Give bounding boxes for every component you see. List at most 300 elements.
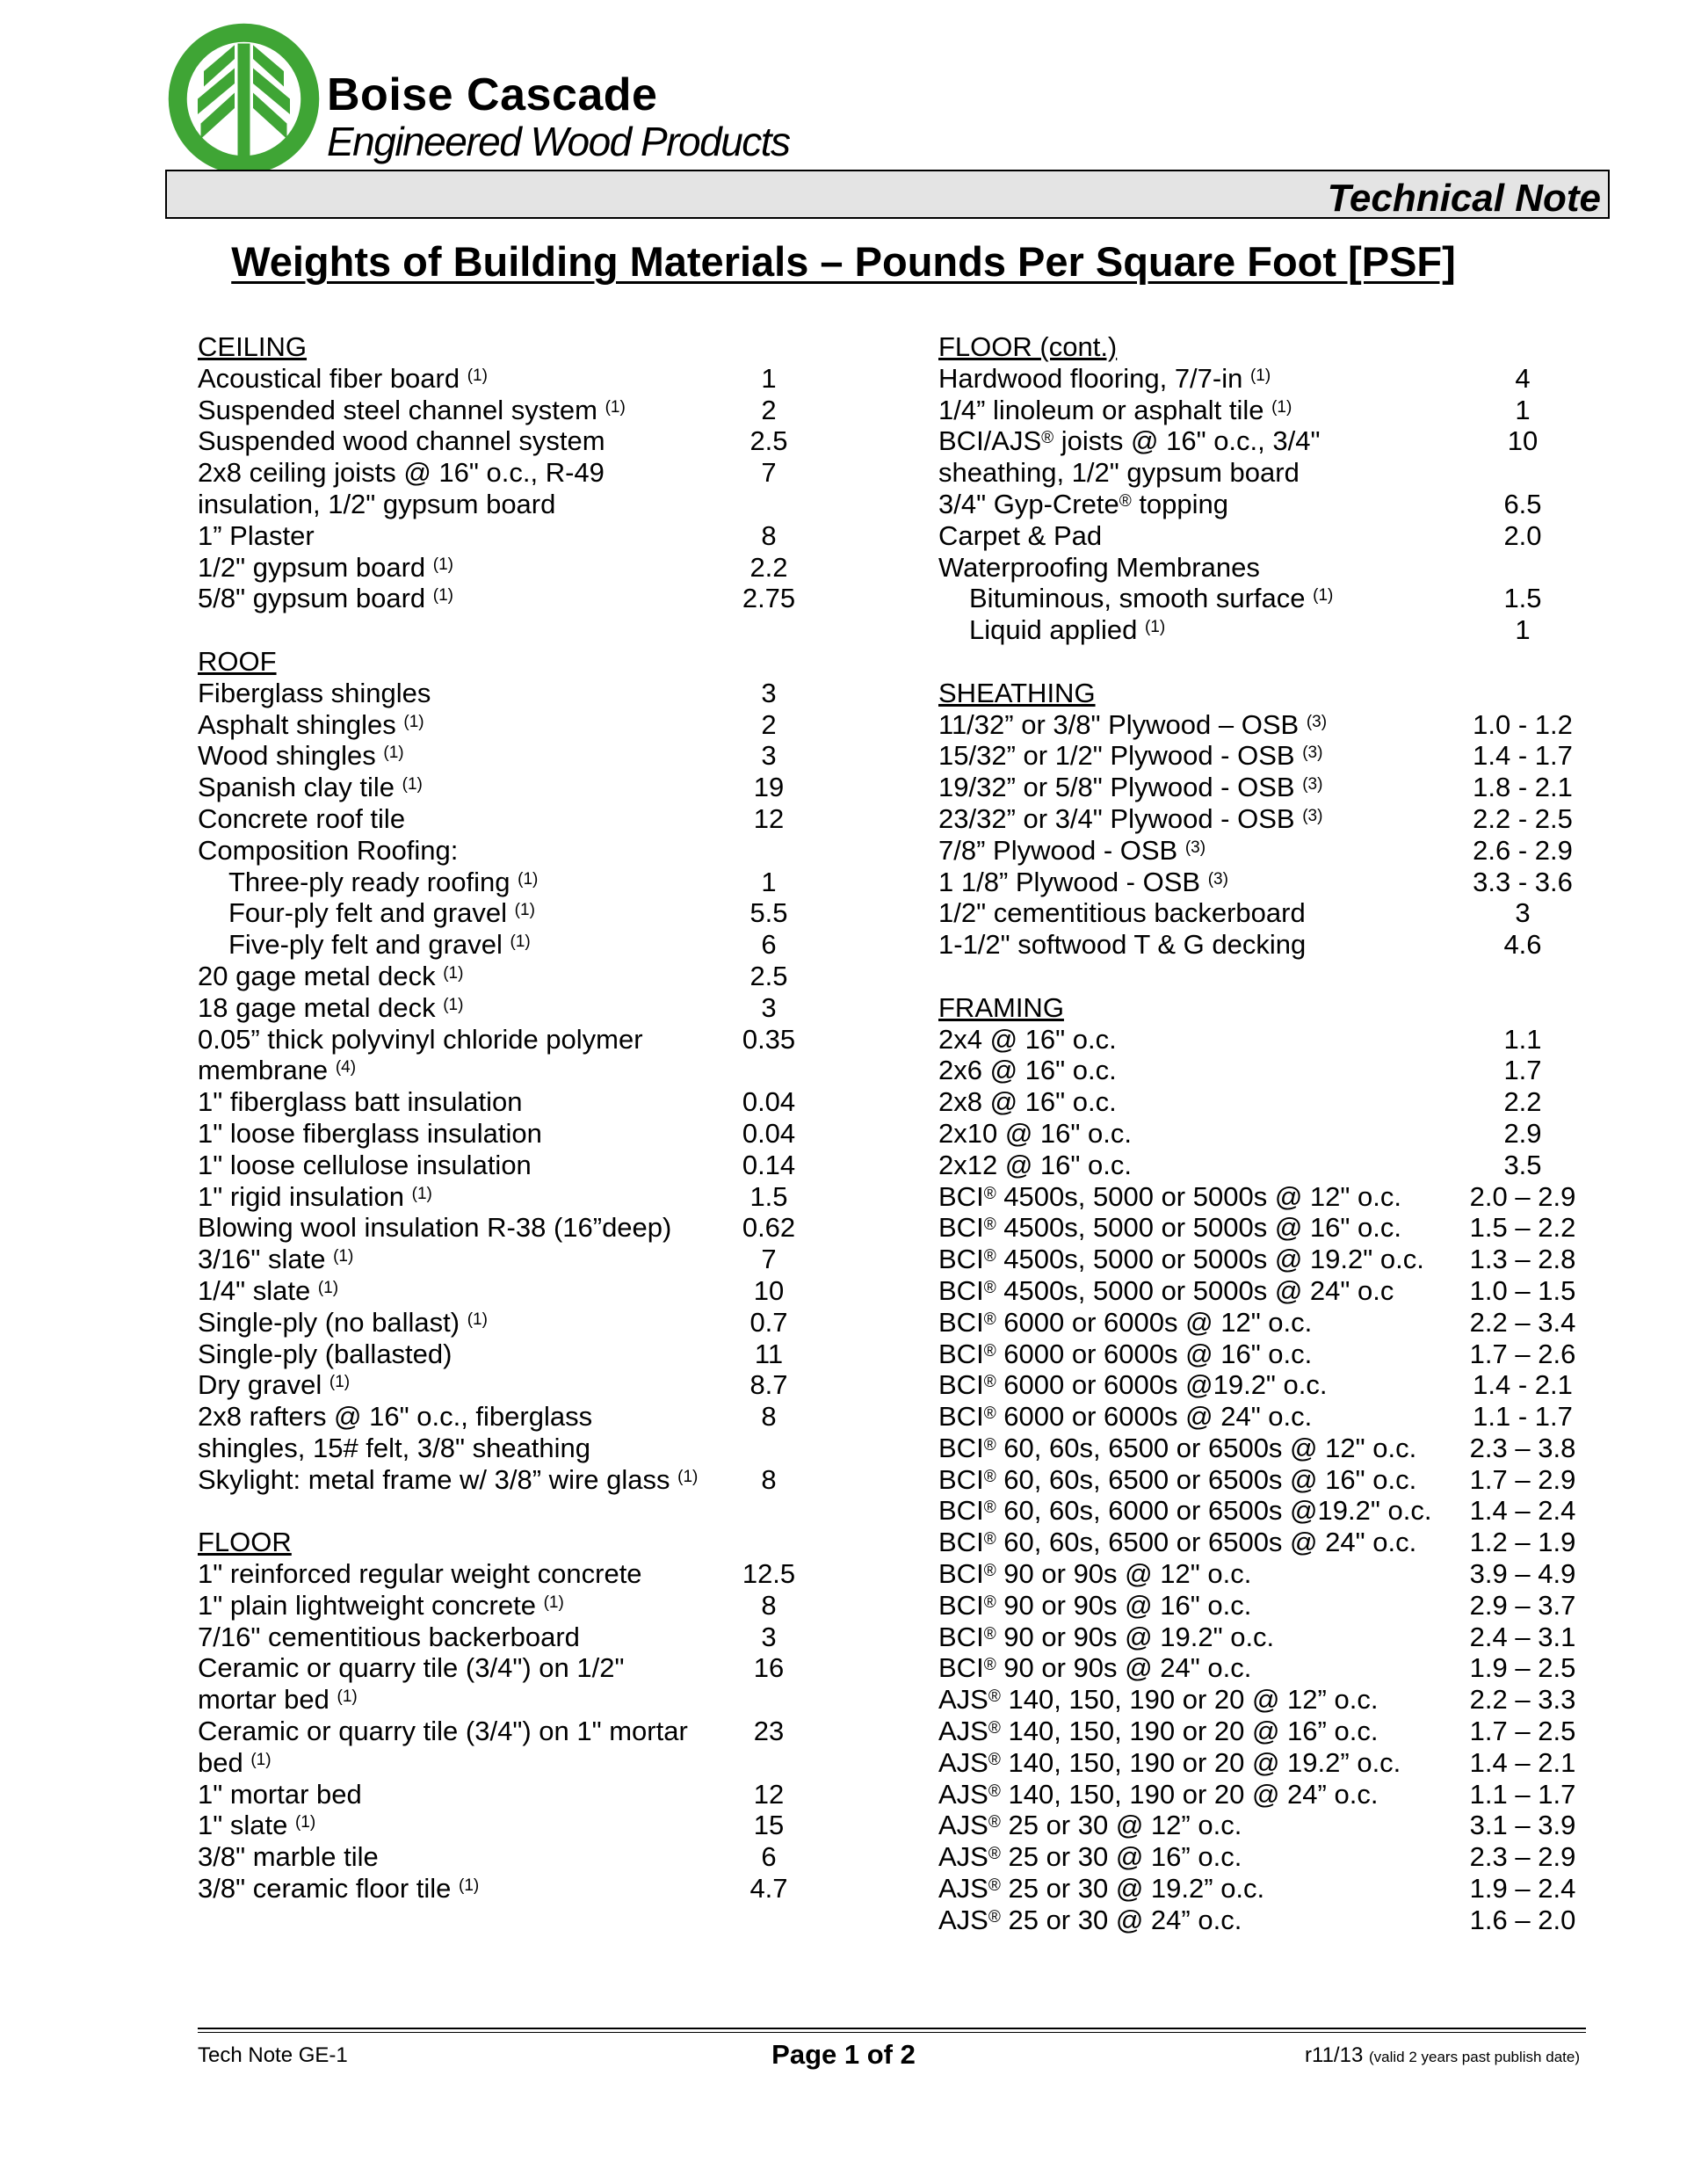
material-label: Dry gravel — [198, 1369, 322, 1401]
registered-mark: ® — [983, 1247, 996, 1266]
material-row — [938, 1558, 1606, 1590]
weight-value: 2.3 – 2.9 — [1469, 1841, 1576, 1873]
material-name — [198, 929, 716, 961]
material-label: Fiberglass shingles — [198, 677, 431, 708]
material-label-cont: 6000 or 6000s @19.2" o.c. — [996, 1369, 1328, 1401]
weight-value: 23 — [753, 1716, 785, 1747]
footnote-marker: (1) — [443, 995, 464, 1014]
material-label: AJS — [938, 1810, 988, 1841]
material-row — [938, 803, 1606, 835]
material-label: BCI — [938, 1432, 984, 1463]
material-row — [938, 1244, 1606, 1275]
material-label: 5/8" gypsum board — [198, 583, 426, 614]
weight-value: 1.7 – 2.9 — [1469, 1463, 1576, 1495]
material-label: Ceramic or quarry tile (3/4") on 1/2" — [198, 1652, 625, 1684]
material-name — [198, 1181, 716, 1213]
material-label-cont: joists @ 16" o.c., 3/4" — [1053, 425, 1321, 457]
material-label: BCI — [938, 1306, 984, 1338]
material-label: Single-ply (no ballast) — [198, 1306, 460, 1338]
material-name — [198, 363, 716, 395]
weight-value: 2 — [761, 394, 777, 425]
material-name — [938, 363, 1457, 395]
material-row — [198, 1275, 848, 1307]
weight-value: 4 — [1515, 362, 1531, 394]
footnote-marker: (1) — [403, 712, 424, 731]
weight-value: 1.5 — [1503, 583, 1542, 614]
material-name — [938, 1024, 1457, 1056]
material-name — [938, 552, 1457, 584]
material-label-cont: 90 or 90s @ 19.2" o.c. — [996, 1621, 1275, 1652]
material-label: Concrete roof tile — [198, 802, 406, 834]
material-row — [938, 1369, 1606, 1401]
weight-value: 1.8 - 2.1 — [1473, 772, 1573, 803]
material-label: BCI — [938, 1401, 984, 1433]
doc-id: Tech Note GE-1 — [198, 2043, 348, 2067]
weight-value — [1466, 552, 1580, 584]
material-label: BCI — [938, 1463, 984, 1495]
material-row — [198, 1212, 848, 1244]
material-row — [938, 835, 1606, 867]
material-row — [198, 552, 848, 584]
material-name — [198, 425, 716, 457]
weight-value: 1.0 - 1.2 — [1473, 708, 1573, 740]
weight-value: 3 — [761, 740, 777, 772]
material-row — [938, 709, 1606, 741]
material-name — [938, 1684, 1457, 1716]
material-label: 1/4” linoleum or asphalt tile — [938, 394, 1264, 425]
weight-value: 0.62 — [742, 1212, 796, 1244]
weight-value: 7 — [761, 1244, 777, 1275]
weight-value: 10 — [753, 1274, 785, 1306]
weight-value: 6.5 — [1503, 488, 1542, 519]
weight-value: 1.7 – 2.6 — [1469, 1338, 1576, 1369]
material-row — [198, 867, 848, 898]
material-row — [198, 1055, 848, 1086]
material-label: mortar bed — [198, 1684, 329, 1716]
material-row — [938, 1590, 1606, 1622]
material-label-cont: 6000 or 6000s @ 24" o.c. — [996, 1401, 1313, 1433]
material-row — [198, 678, 848, 709]
material-row — [198, 1590, 848, 1622]
registered-mark: ® — [983, 1530, 996, 1549]
material-name — [938, 835, 1457, 867]
material-label: 3/4" Gyp-Crete — [938, 488, 1119, 519]
material-row — [938, 1810, 1606, 1841]
material-label-cont: 140, 150, 190 or 20 @ 12” o.c. — [1000, 1684, 1379, 1716]
section-heading: FRAMING — [938, 991, 1064, 1023]
material-name — [938, 1622, 1457, 1653]
material-row — [938, 1307, 1606, 1339]
footnote-marker: (1) — [1271, 397, 1292, 417]
material-label: 2x4 @ 16" o.c. — [938, 1023, 1117, 1055]
revision: r11/13 — [1305, 2043, 1364, 2067]
weight-value: 0.7 — [749, 1306, 788, 1338]
material-label-cont: 6000 or 6000s @ 16" o.c. — [996, 1338, 1313, 1369]
material-row — [198, 1558, 848, 1590]
footnote-marker: (1) — [459, 1876, 480, 1896]
material-name — [198, 1716, 716, 1747]
weight-value: 15 — [753, 1810, 785, 1841]
material-name — [938, 897, 1457, 929]
material-name — [938, 583, 1457, 614]
weight-value: 3.1 – 3.9 — [1469, 1810, 1576, 1841]
material-row — [938, 1652, 1606, 1684]
material-label: 2x6 @ 16" o.c. — [938, 1055, 1117, 1086]
registered-mark: ® — [988, 1813, 1001, 1832]
material-row — [198, 772, 848, 803]
material-name — [938, 425, 1457, 457]
registered-mark: ® — [988, 1687, 1001, 1707]
weight-value: 1.1 — [1503, 1023, 1542, 1055]
material-row — [938, 1464, 1606, 1496]
material-row — [198, 1118, 848, 1150]
weight-value: 16 — [753, 1652, 785, 1684]
material-name — [198, 1024, 716, 1056]
material-row — [198, 1622, 848, 1653]
technical-note-banner — [165, 170, 1610, 219]
material-label-cont: 4500s, 5000 or 5000s @ 19.2" o.c. — [996, 1244, 1424, 1275]
material-label-cont: 60, 60s, 6500 or 6500s @ 24" o.c. — [996, 1527, 1417, 1558]
material-label: Four-ply felt and gravel — [228, 897, 508, 929]
registered-mark: ® — [988, 1750, 1001, 1769]
material-name — [198, 1684, 716, 1716]
material-row — [198, 1716, 848, 1747]
material-label: shingles, 15# felt, 3/8" sheathing — [198, 1432, 591, 1463]
material-row — [938, 457, 1606, 489]
material-label: Waterproofing Membranes — [938, 551, 1260, 583]
material-label: BCI — [938, 1621, 984, 1652]
weight-value: 0.04 — [742, 1086, 796, 1118]
footnote-marker: (1) — [1313, 586, 1334, 606]
footnote-marker: (1) — [337, 1687, 358, 1707]
material-name — [938, 1527, 1457, 1558]
registered-mark: ® — [983, 1404, 996, 1424]
registered-mark: ® — [1119, 491, 1132, 511]
material-row — [938, 1433, 1606, 1464]
material-row — [938, 772, 1606, 803]
section-heading: SHEATHING — [938, 677, 1096, 708]
weight-value: 2 — [761, 708, 777, 740]
left-column — [198, 331, 848, 1905]
material-label: BCI — [938, 1589, 984, 1621]
weight-value: 3.3 - 3.6 — [1473, 866, 1573, 897]
footnote-marker: (1) — [510, 932, 531, 952]
material-name — [938, 1244, 1457, 1275]
material-label-cont: 25 or 30 @ 12” o.c. — [1000, 1810, 1242, 1841]
footnote-marker: (1) — [677, 1467, 699, 1486]
material-name — [938, 1747, 1457, 1779]
material-name — [198, 1118, 716, 1150]
material-name — [938, 614, 1457, 646]
material-row — [938, 867, 1606, 898]
material-row — [198, 1652, 848, 1684]
section-heading: ROOF — [198, 645, 277, 677]
material-label: 3/8" ceramic floor tile — [198, 1873, 452, 1905]
material-row — [198, 961, 848, 992]
material-row — [198, 520, 848, 552]
footnote-marker: (1) — [514, 901, 535, 920]
material-label: Blowing wool insulation R-38 (16”deep) — [198, 1212, 672, 1244]
weight-value: 2.9 — [1503, 1117, 1542, 1149]
material-label: Single-ply (ballasted) — [198, 1338, 453, 1369]
material-label: BCI — [938, 1527, 984, 1558]
weight-value: 6 — [761, 1841, 777, 1873]
footnote-marker: (1) — [294, 1813, 316, 1832]
weight-value: 1.9 – 2.5 — [1469, 1652, 1576, 1684]
material-row — [198, 992, 848, 1024]
registered-mark: ® — [983, 1310, 996, 1329]
material-label-cont: 60, 60s, 6000 or 6500s @19.2" o.c. — [996, 1495, 1432, 1527]
material-label: 1" reinforced regular weight concrete — [198, 1558, 642, 1590]
material-label: insulation, 1/2" gypsum board — [198, 488, 556, 519]
material-label: 1-1/2" softwood T & G decking — [938, 929, 1307, 961]
material-label: Five-ply felt and gravel — [228, 929, 503, 961]
weight-value: 1.5 – 2.2 — [1469, 1212, 1576, 1244]
weight-value: 1 — [761, 866, 777, 897]
material-name — [938, 1150, 1457, 1181]
weight-value: 3 — [761, 1621, 777, 1652]
material-row — [198, 1181, 848, 1213]
weight-value — [1466, 457, 1580, 489]
material-name — [938, 709, 1457, 741]
weight-value: 1.4 - 2.1 — [1473, 1369, 1573, 1401]
material-name — [198, 1275, 716, 1307]
material-label: AJS — [938, 1716, 988, 1747]
material-label: AJS — [938, 1873, 988, 1905]
material-name — [198, 1055, 716, 1086]
material-name — [198, 552, 716, 584]
weight-value: 11 — [754, 1338, 784, 1369]
material-label-cont: 25 or 30 @ 19.2” o.c. — [1000, 1873, 1265, 1905]
material-label: 2x8 @ 16" o.c. — [938, 1086, 1117, 1118]
material-row — [938, 1622, 1606, 1653]
weight-value: 1 — [1515, 614, 1531, 646]
material-row — [938, 1212, 1606, 1244]
right-column — [938, 331, 1606, 1936]
weight-value: 6 — [761, 929, 777, 961]
material-name — [938, 929, 1457, 961]
page-title: Weights of Building Materials – Pounds Per Square Foot [PSF] — [231, 238, 1456, 285]
material-row — [938, 1684, 1606, 1716]
material-name — [198, 1810, 716, 1841]
material-label: AJS — [938, 1778, 988, 1810]
material-label: BCI/AJS — [938, 425, 1042, 457]
material-name — [198, 1652, 716, 1684]
material-label: BCI — [938, 1244, 984, 1275]
weight-value: 4.6 — [1503, 929, 1542, 961]
material-row — [198, 1841, 848, 1873]
registered-mark: ® — [983, 1278, 996, 1297]
footer-rule-thin — [198, 2032, 1586, 2033]
material-label: AJS — [938, 1904, 988, 1935]
material-row — [198, 425, 848, 457]
material-row — [198, 1779, 848, 1810]
material-label-cont: 25 or 30 @ 24” o.c. — [1000, 1904, 1242, 1935]
weight-value: 12.5 — [742, 1558, 796, 1590]
weight-value: 3 — [1515, 897, 1531, 929]
weight-value: 1.4 – 2.1 — [1469, 1746, 1576, 1778]
material-label: AJS — [938, 1684, 988, 1716]
section-spacer — [198, 614, 848, 646]
weight-value: 2.0 — [1503, 519, 1542, 551]
weight-value: 8 — [761, 1401, 777, 1433]
weight-value: 1.2 – 1.9 — [1469, 1527, 1576, 1558]
registered-mark: ® — [988, 1907, 1001, 1926]
material-row — [198, 583, 848, 614]
revision-info — [1305, 2043, 1580, 2068]
material-name — [938, 457, 1457, 489]
material-name — [198, 1841, 716, 1873]
material-label: 1/2" cementitious backerboard — [938, 897, 1306, 929]
weight-value: 2.5 — [749, 425, 788, 457]
weight-value — [716, 1055, 822, 1086]
material-row — [938, 1779, 1606, 1810]
material-label: Carpet & Pad — [938, 519, 1103, 551]
material-label: 1" fiberglass batt insulation — [198, 1086, 523, 1118]
material-name — [198, 709, 716, 741]
weight-value — [716, 1747, 822, 1779]
weight-value: 2.3 – 3.8 — [1469, 1432, 1576, 1463]
material-name — [198, 583, 716, 614]
material-label: 20 gage metal deck — [198, 960, 436, 991]
weight-value: 12 — [753, 1778, 785, 1810]
material-label: 1" loose fiberglass insulation — [198, 1117, 542, 1149]
material-label: 7/8” Plywood - OSB — [938, 834, 1178, 866]
footnote-marker: (3) — [1184, 838, 1206, 857]
weight-value: 2.6 - 2.9 — [1473, 834, 1573, 866]
footnote-marker: (1) — [605, 397, 626, 417]
weight-value: 1.1 - 1.7 — [1473, 1401, 1573, 1433]
material-label: 1" plain lightweight concrete — [198, 1589, 536, 1621]
material-row — [198, 803, 848, 835]
weight-value: 1 — [761, 362, 777, 394]
weight-value: 2.4 – 3.1 — [1469, 1621, 1576, 1652]
material-row — [938, 1747, 1606, 1779]
material-row — [938, 929, 1606, 961]
footnote-marker: (3) — [1302, 744, 1323, 763]
material-name — [938, 1339, 1457, 1370]
material-label: 1/4" slate — [198, 1274, 311, 1306]
material-row — [198, 897, 848, 929]
material-name — [198, 1244, 716, 1275]
section-spacer — [938, 646, 1606, 678]
material-row — [198, 709, 848, 741]
material-row — [938, 740, 1606, 772]
material-row — [938, 1275, 1606, 1307]
material-name — [938, 1841, 1457, 1873]
material-label: Three-ply ready roofing — [228, 866, 510, 897]
footnote-marker: (1) — [432, 586, 454, 606]
material-label-cont: 60, 60s, 6500 or 6500s @ 16" o.c. — [996, 1463, 1417, 1495]
material-label-cont: 90 or 90s @ 16" o.c. — [996, 1589, 1252, 1621]
weight-value: 2.0 – 2.9 — [1469, 1180, 1576, 1212]
weight-value: 3 — [761, 677, 777, 708]
material-name — [938, 1401, 1457, 1433]
footnote-marker: (1) — [250, 1750, 272, 1769]
material-row — [198, 1401, 848, 1433]
material-row — [198, 457, 848, 489]
material-label: Composition Roofing: — [198, 834, 459, 866]
material-label: Asphalt shingles — [198, 708, 396, 740]
footnote-marker: (1) — [329, 1373, 351, 1392]
material-label: AJS — [938, 1746, 988, 1778]
material-label: Wood shingles — [198, 740, 376, 772]
material-name — [938, 1369, 1457, 1401]
material-row — [938, 1055, 1606, 1086]
weight-value: 2.2 - 2.5 — [1473, 802, 1573, 834]
weight-value: 3.5 — [1503, 1149, 1542, 1180]
material-label: sheathing, 1/2" gypsum board — [938, 457, 1300, 489]
brand-tagline: Engineered Wood Products — [327, 119, 790, 164]
material-label: BCI — [938, 1180, 984, 1212]
footer-rule — [198, 2028, 1586, 2029]
material-name — [198, 1622, 716, 1653]
material-name — [198, 961, 716, 992]
material-row — [938, 425, 1606, 457]
material-row — [938, 1150, 1606, 1181]
weight-value: 1.0 – 1.5 — [1469, 1274, 1576, 1306]
material-row — [198, 1684, 848, 1716]
material-label: 23/32” or 3/4" Plywood - OSB — [938, 802, 1295, 834]
material-label: Suspended steel channel system — [198, 394, 597, 425]
material-name — [938, 1716, 1457, 1747]
material-label: BCI — [938, 1652, 984, 1684]
weight-value: 1.7 — [1503, 1055, 1542, 1086]
material-label: 7/16" cementitious backerboard — [198, 1621, 580, 1652]
weight-value: 8.7 — [749, 1369, 788, 1401]
material-row — [198, 740, 848, 772]
material-label-cont: 25 or 30 @ 16” o.c. — [1000, 1841, 1242, 1873]
material-label: Bituminous, smooth surface — [969, 583, 1306, 614]
weight-value: 8 — [761, 519, 777, 551]
material-row — [938, 583, 1606, 614]
material-label: 2x8 ceiling joists @ 16" o.c., R-49 — [198, 457, 605, 489]
material-name — [198, 1433, 716, 1464]
registered-mark: ® — [983, 1562, 996, 1581]
material-name — [938, 740, 1457, 772]
material-row — [198, 1464, 848, 1496]
material-label-cont: 4500s, 5000 or 5000s @ 12" o.c. — [996, 1180, 1401, 1212]
material-row — [198, 1747, 848, 1779]
material-name — [938, 1590, 1457, 1622]
material-name — [198, 1747, 716, 1779]
material-name — [938, 1055, 1457, 1086]
registered-mark: ® — [983, 1373, 996, 1392]
material-row — [938, 552, 1606, 584]
weight-value: 4.7 — [749, 1873, 788, 1905]
material-name — [938, 489, 1457, 520]
material-label-cont: 60, 60s, 6500 or 6500s @ 12" o.c. — [996, 1432, 1417, 1463]
weight-value: 19 — [753, 772, 785, 803]
material-row — [198, 363, 848, 395]
section-heading: CEILING — [198, 331, 308, 362]
material-name — [198, 1558, 716, 1590]
material-name — [198, 835, 716, 867]
material-label-cont: 4500s, 5000 or 5000s @ 24" o.c — [996, 1274, 1394, 1306]
registered-mark: ® — [983, 1593, 996, 1612]
material-row — [198, 1150, 848, 1181]
material-row — [938, 489, 1606, 520]
weight-value: 0.14 — [742, 1149, 796, 1180]
registered-mark: ® — [983, 1215, 996, 1235]
material-label-cont: 6000 or 6000s @ 12" o.c. — [996, 1306, 1313, 1338]
material-name — [198, 1339, 716, 1370]
material-row — [938, 1086, 1606, 1118]
material-label: Liquid applied — [969, 614, 1138, 646]
weight-value — [716, 489, 822, 520]
material-name — [938, 395, 1457, 426]
material-label: Acoustical fiber board — [198, 362, 460, 394]
